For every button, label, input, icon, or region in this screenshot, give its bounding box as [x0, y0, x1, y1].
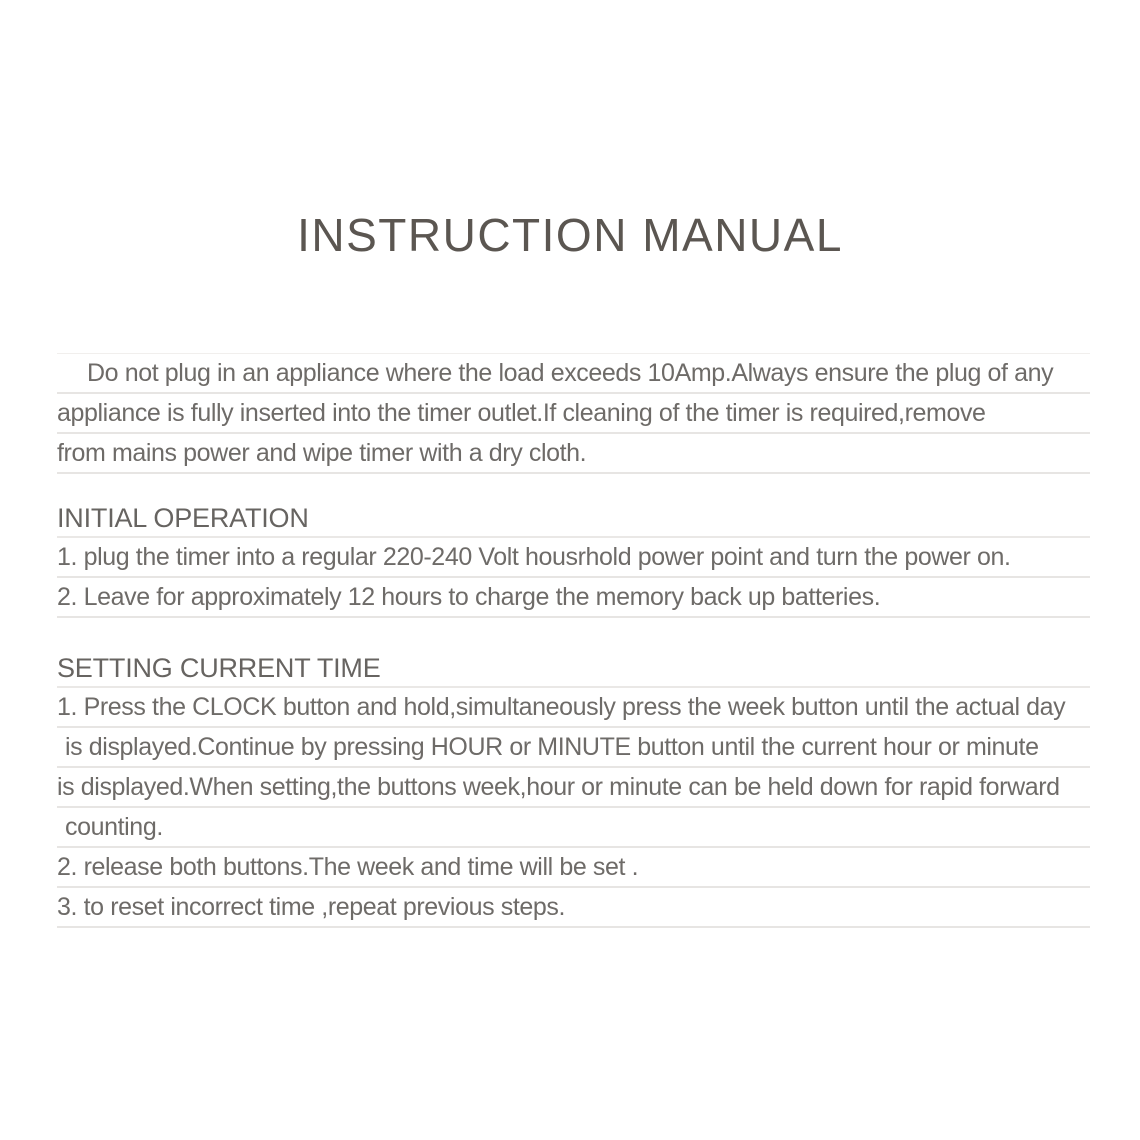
- manual-content: [57, 353, 1090, 928]
- intro-line: from mains power and wipe timer with a dry cloth.: [57, 434, 1090, 474]
- instruction-line: 1. Press the CLOCK button and hold,simultaneously press the week button until the actual day: [57, 688, 1090, 728]
- instruction-line: 1. plug the timer into a regular 220-240 Volt housrhold power point and turn the power on.: [57, 538, 1090, 578]
- instruction-line: 3. to reset incorrect time ,repeat previous steps.: [57, 888, 1090, 928]
- instruction-line: is displayed.When setting,the buttons week,hour or minute can be held down for rapid forward: [57, 768, 1090, 808]
- instruction-line: is displayed.Continue by pressing HOUR or MINUTE button until the current hour or minute: [57, 728, 1090, 768]
- section-heading-initial-operation: INITIAL OPERATION: [57, 500, 1090, 538]
- instruction-line: counting.: [57, 808, 1090, 848]
- section-heading-setting-current-time: SETTING CURRENT TIME: [57, 650, 1090, 688]
- page-title: INSTRUCTION MANUAL: [297, 209, 843, 261]
- intro-line: appliance is fully inserted into the timer outlet.If cleaning of the timer is required,remove: [57, 394, 1090, 434]
- intro-line: Do not plug in an appliance where the load exceeds 10Amp.Always ensure the plug of any: [57, 353, 1090, 394]
- instruction-line: 2. release both buttons.The week and time will be set .: [57, 848, 1090, 888]
- instruction-line: 2. Leave for approximately 12 hours to charge the memory back up batteries.: [57, 578, 1090, 618]
